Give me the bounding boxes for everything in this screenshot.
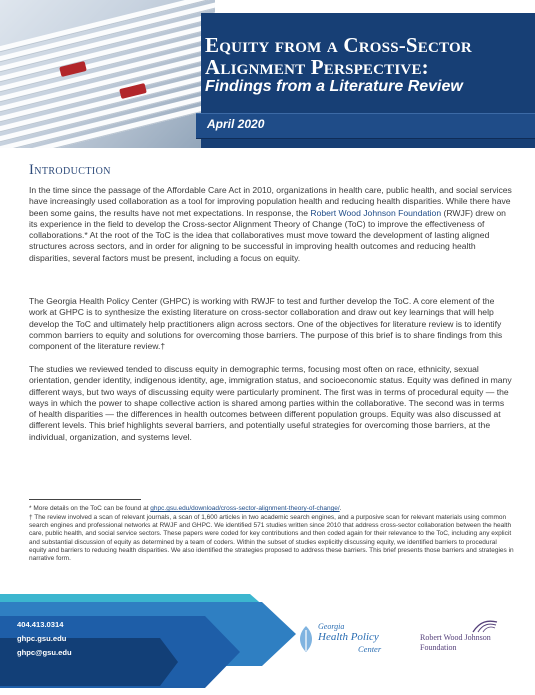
footnote-1-text-a: * More details on the ToC can be found at <box>29 505 151 512</box>
ghpc-logo <box>296 622 406 662</box>
report-date: April 2020 <box>207 117 265 131</box>
intro-p1-text-b: (RWJF) drew on its experience in the field to develop the Cross-sector Alignment Theory of Change (ToC) to improve the effectiveness of collaborations.* At the root of the ToC is the idea that collaboratives must move toward the development of lasting aligned structures across sectors, and in order for aligning to be successful in improving health outcomes and reducing health disparities, several factors must be present, including a focus on equity. <box>29 207 506 263</box>
intro-paragraph-2: The Georgia Health Policy Center (GHPC) is working with RWJF to test and further develop the ToC. A core element of the work at GHPC is to synthesize the existing literature on cross-sector collaboration and draw out key learnings that will help develop the ToC and ultimately help practitioners align across sectors. One of the objectives for literature review is to identify common barriers to equity and solutions for overcoming those barriers. The purpose of this brief is to share findings from this component of the literature review.† <box>29 296 503 352</box>
rwjf-logo-line-2: Foundation <box>420 643 457 652</box>
intro-paragraph-3: The studies we reviewed tended to discuss equity in demographic terms, focusing most often on race, ethnicity, sexual orientation, gender identity, indigenous identity, age, immigration status, and socioeconomic status. Equity was defined in many different ways, but two ways of discussing equity were particularly prominent. The first was in terms of procedural equity — the ways in which the power to shape collective action is shared among parties within the collaborative. The second was in terms of health disparities — the differences in health outcomes between different population groups. Equity was also discussed at different levels. This brief highlights several barriers, and potentially useful strategies for overcoming those barriers, at the individual, organization, and systems level. <box>29 364 512 442</box>
rwjf-logo-line-1: Robert Wood Johnson <box>420 633 491 642</box>
footnote-2: † The review involved a scan of relevant journals, a scan of 1,600 articles in two academic search engines, and a purposive scan for relevant materials using common search engines and professional networks at RWJF and GHPC. We identified 571 studies written since 2010 that address cross-sector collaboration between the health care, public health, and social service sectors. These papers were coded for key contributions and then coded again for their relevance to the ToC, including any explicit and substantial discussion of equity as determined by a team of coders. Within the subset of studies explicitly discussing equity, we identified barriers to procedural equity and barriers to reducing health disparities. We also identified the strategies proposed to address these barriers. This brief presents those barriers and strategies in narrative form. <box>29 514 514 563</box>
intro-p1-text-a: In the time since the passage of the Affordable Care Act in 2010, organizations in health care, public health, and social services have increasingly used collaboration as a tool for improving population health and reducing health disparities. While there have been some gains, the results have not met expectations. In response, the <box>29 185 512 218</box>
title-line-2: Alignment Perspective: <box>205 55 429 79</box>
rwjf-logo <box>420 625 530 665</box>
intro-paragraph-1 <box>29 185 513 264</box>
footer-email[interactable]: ghpc@gsu.edu <box>17 648 72 657</box>
footer-website[interactable]: ghpc.gsu.edu <box>17 634 67 643</box>
report-title <box>205 34 530 78</box>
report-header <box>0 0 535 148</box>
ghpc-leaf-icon <box>296 624 316 654</box>
stacked-papers-photo <box>0 0 215 148</box>
footnote-divider <box>29 499 141 500</box>
section-heading-introduction: Introduction <box>29 162 111 178</box>
footer-phone: 404.413.0314 <box>17 620 64 629</box>
rwjf-mark-icon <box>472 619 498 633</box>
toc-download-link[interactable]: ghpc.gsu.edu/download/cross-sector-alignment-theory-of-change/ <box>150 505 340 512</box>
ghpc-logo-line-2: Health Policy <box>318 631 379 643</box>
ghpc-logo-line-3: Center <box>358 644 382 654</box>
footnote-1-text-b: . <box>339 505 342 512</box>
ghpc-logo-line-1: Georgia <box>318 622 345 631</box>
rwjf-link[interactable]: Robert Wood Johnson Foundation <box>310 207 442 218</box>
title-line-1: Equity from a Cross-Sector <box>205 33 472 57</box>
footnote-1 <box>29 505 515 513</box>
report-subtitle: Findings from a Literature Review <box>205 78 463 95</box>
